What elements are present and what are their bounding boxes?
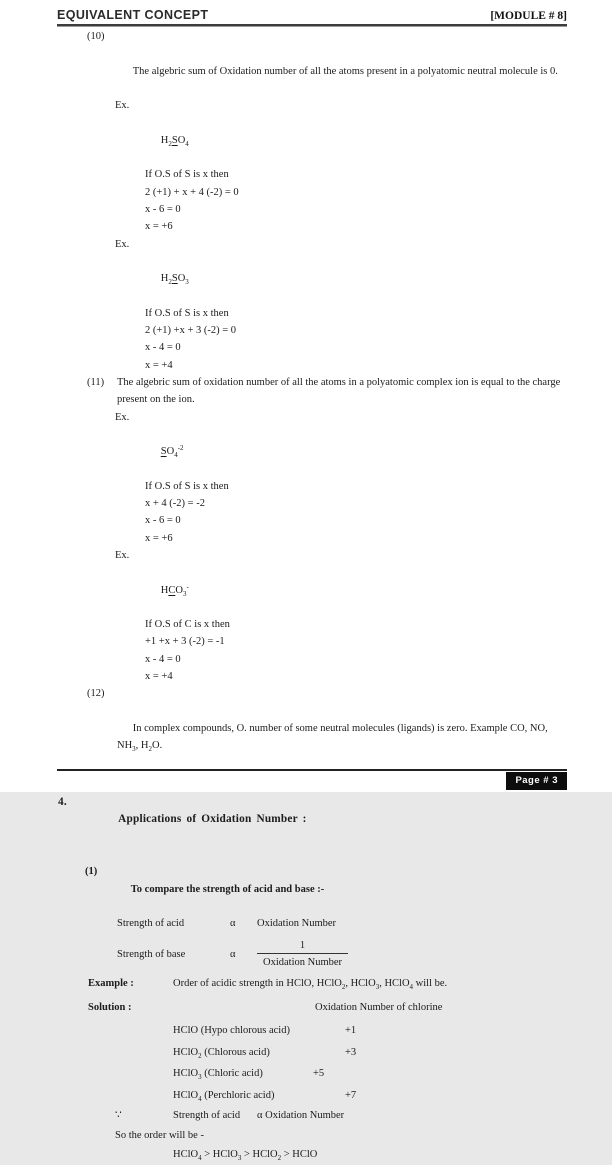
equation-line: x = +6 xyxy=(145,532,173,544)
item-11-number: (11) xyxy=(87,376,105,388)
item-12 xyxy=(57,685,569,771)
example-label-bold: Example : xyxy=(88,978,134,990)
order-intro: So the order will be - xyxy=(115,1129,204,1141)
fraction-denominator: Oxidation Number xyxy=(257,953,348,970)
equation-line: If O.S of S is x then xyxy=(145,307,229,319)
acid-row-hclo xyxy=(57,1020,569,1042)
solution-row xyxy=(57,996,569,1020)
section-4-heading xyxy=(57,777,569,846)
formula-so4: $SO_4^{-2}$ xyxy=(160,444,184,460)
equation-line: If O.S of S is x then xyxy=(145,480,229,492)
because-row xyxy=(57,1106,569,1126)
header-divider xyxy=(57,24,567,27)
equation-line: x = +6 xyxy=(145,221,173,233)
because-value: α Oxidation Number xyxy=(257,1110,345,1122)
header-module: [MODULE # 8] xyxy=(490,10,567,22)
subsection-1-number: (1) xyxy=(85,866,98,878)
equation-line: If O.S of S is x then xyxy=(145,169,229,181)
example-so4 xyxy=(57,409,569,478)
equation-line: x - 4 = 0 xyxy=(145,342,181,354)
equation-line: x = +4 xyxy=(145,359,173,371)
item-10 xyxy=(57,28,569,97)
equation-line: x + 4 (-2) = -2 xyxy=(145,498,205,510)
equation-line: x - 4 = 0 xyxy=(145,653,181,665)
equation-line: +1 +x + 3 (-2) = -1 xyxy=(145,636,225,648)
formula-hco3: $HCO_3^-$ xyxy=(160,582,189,598)
acid-name: HClO$_3$ (Chloric acid) xyxy=(173,1068,263,1082)
proportionality-acid-row xyxy=(57,915,569,932)
example-label: Ex. xyxy=(115,411,130,423)
formula-h2so3: $H_2SO_3$ xyxy=(160,273,189,287)
page-content xyxy=(57,28,569,1165)
equation-line: x = +4 xyxy=(145,670,173,682)
page-number-badge: Page # 3 xyxy=(506,772,567,790)
item-11 xyxy=(57,374,569,409)
example-label: Ex. xyxy=(115,549,130,561)
header-title: EQUIVALENT CONCEPT xyxy=(57,8,209,22)
acid-row-hclo4 xyxy=(57,1085,569,1107)
equation-line: x - 6 = 0 xyxy=(145,515,181,527)
acid-oxidation-value: +7 xyxy=(345,1089,357,1101)
equation-line: 2 (+1) + x + 4 (-2) = 0 xyxy=(145,186,239,198)
item-10-text: The algebric sum of Oxidation number of all the atoms present in a polyatomic neutral molecule is 0. xyxy=(132,65,558,77)
proportional-symbol: α xyxy=(230,918,236,930)
item-11-text: The algebric sum of oxidation number of all the atoms in a polyatomic complex ion is equal to the charge present on the ion. xyxy=(117,376,561,406)
example-label: Ex. xyxy=(115,238,130,250)
section-4-title: Applications of Oxidation Number : xyxy=(118,813,307,826)
solution-label-bold: Solution : xyxy=(88,1002,132,1014)
formula-h2so4: $H_2SO_4$ xyxy=(160,134,189,148)
equation-line: x - 6 = 0 xyxy=(145,203,181,215)
acid-row-hclo3 xyxy=(57,1063,569,1085)
prop-base-label: Strength of base xyxy=(117,948,186,960)
acid-order-result: HClO$_4$ > HClO$_3$ > HClO$_2$ > HClO xyxy=(173,1149,318,1163)
acid-name: HClO$_4$ (Perchloric acid) xyxy=(173,1089,275,1103)
subsection-1-title: To compare the strength of acid and base :- xyxy=(130,883,325,895)
acid-row-hclo2 xyxy=(57,1042,569,1064)
page-header xyxy=(57,8,567,22)
example-h2so3 xyxy=(57,236,569,305)
example-h2so4 xyxy=(57,97,569,166)
acid-oxidation-value: +1 xyxy=(345,1025,357,1037)
example-label: Ex. xyxy=(115,100,130,112)
prop-acid-label: Strength of acid xyxy=(117,918,185,930)
item-12-text: In complex compounds, O. number of some neutral molecules (ligands) is zero. Example CO, NO, $NH_3$, $H_2O$. xyxy=(117,722,551,754)
acid-oxidation-value: +3 xyxy=(345,1046,357,1058)
example-hco3 xyxy=(57,547,569,616)
because-symbol: ∵ xyxy=(115,1110,122,1122)
acid-oxidation-value: +5 xyxy=(313,1068,325,1080)
acid-name: HClO (Hypo chlorous acid) xyxy=(173,1025,290,1037)
footer-divider xyxy=(57,769,567,771)
item-10-number: (10) xyxy=(87,31,105,42)
fraction xyxy=(257,938,348,970)
prop-acid-value: Oxidation Number xyxy=(257,918,337,930)
fraction-numerator: 1 xyxy=(299,940,306,952)
section-4-number: 4. xyxy=(58,796,67,809)
acid-name: HClO$_2$ (Chlorous acid) xyxy=(173,1046,270,1060)
example-row xyxy=(57,972,569,996)
example-text: Order of acidic strength in HClO, HClO$_2$, HClO$_3$, HClO$_4$ will be. xyxy=(173,978,448,992)
proportionality-base-row xyxy=(57,936,569,972)
subsection-1-heading xyxy=(57,846,569,915)
equation-line: If O.S of C is x then xyxy=(145,619,230,631)
item-12-number: (12) xyxy=(87,688,105,700)
proportional-symbol: α xyxy=(230,948,236,960)
because-label: Strength of acid xyxy=(173,1110,241,1122)
solution-column-heading: Oxidation Number of chlorine xyxy=(315,1002,443,1014)
equation-line: 2 (+1) +x + 3 (-2) = 0 xyxy=(145,325,237,337)
